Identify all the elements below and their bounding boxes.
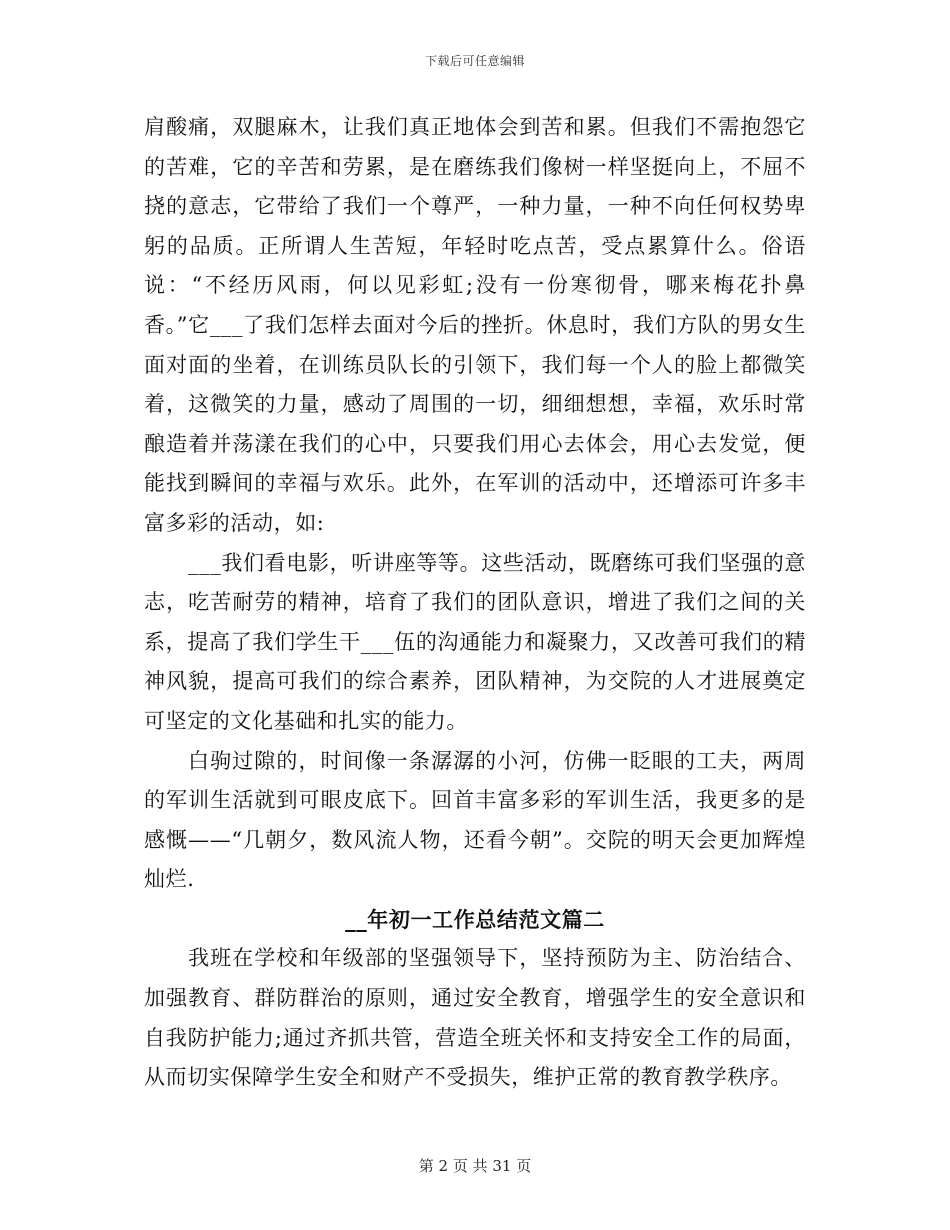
section-paragraph: 我班在学校和年级部的坚强领导下，坚持预防为主、防治结合、加强教育、群防群治的原则，通过安全教育，增强学生的安全意识和自我防护能力;通过齐抓共管，营造全班关怀和支持安全工作的局面，从而切实保障学生安全和财产不受损失，维护正常的教育教学秩序。 [144, 946, 806, 1090]
body-paragraph: 肩酸痛，双腿麻木，让我们真正地体会到苦和累。但我们不需抱怨它的苦难，它的辛苦和劳累，是在磨练我们像树一样坚挺向上，不屈不挠的意志，它带给了我们一个尊严，一种力量，一种不向任何权势卑躬的品质。正所谓人生苦短，年轻时吃点苦，受点累算什么。俗语说：“不经历风雨，何以见彩虹;没有一份寒彻骨，哪来梅花扑鼻香。”它___了我们怎样去面对今后的挫折。休息时，我们方队的男女生面对面的坐着，在训练员队长的引领下，我们每一个人的脸上都微笑着，这微笑的力量，感动了周围的一切，细细想想，幸福，欢乐时常酿造着并荡漾在我们的心中，只要我们用心去体会，用心去发觉，便能找到瞬间的幸福与欢乐。此外，在军训的活动中，还增添可许多丰富多彩的活动，如: [144, 115, 806, 535]
body-paragraph: ___我们看电影，听讲座等等。这些活动，既磨练可我们坚强的意志，吃苦耐劳的精神，培育了我们的团队意识，增进了我们之间的关系，提高了我们学生干___伍的沟通能力和凝聚力，又改善可我们的精神风貌，提高可我们的综合素养，团队精神，为交院的人才进展奠定可坚定的文化基础和扎实的能力。 [144, 550, 806, 733]
page-footer: 第 2 页 共 31 页 [418, 1157, 532, 1175]
body-paragraph: 白驹过隙的，时间像一条潺潺的小河，仿佛一眨眼的工夫，两周的军训生活就到可眼皮底下。回首丰富多彩的军训生活，我更多的是感慨——“几朝夕，数风流人物，还看今朝”。交院的明天会更加辉煌灿烂. [144, 748, 806, 892]
section-heading: __年初一工作总结范文篇二 [345, 906, 605, 932]
page-header: 下载后可任意编辑 [424, 54, 525, 68]
document-body [144, 108, 806, 1098]
